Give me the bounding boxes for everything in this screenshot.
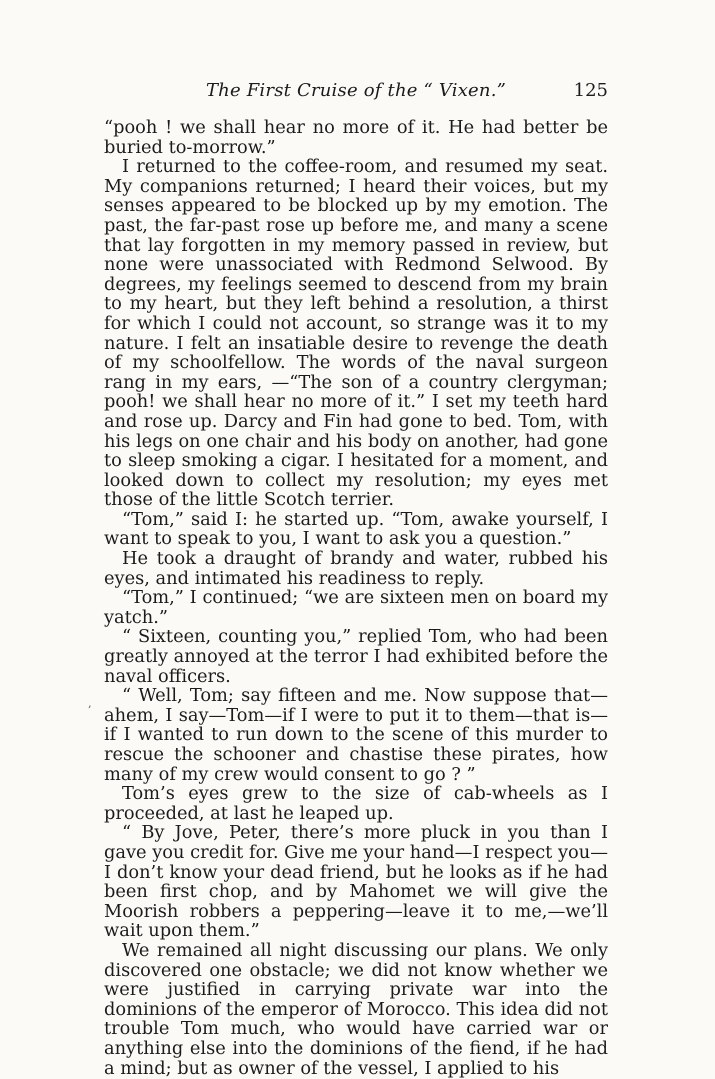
body-text <box>104 118 608 1078</box>
paragraph: I returned to the coffee-room, and resumed my seat. My companions returned; I heard their voices, but my senses appeared to be blocked up by my emotion. The past, the far-past rose up before me, and many a scene that lay forgotten in my memory passed in review, but none were unassociated with Redmond Selwood. By degrees, my feelings seemed to descend from my brain to my heart, but they left behind a resolution, a thirst for which I could not account, so strange was it to my nature. I felt an insatiable desire to revenge the death of my schoolfellow. The words of the naval surgeon rang in my ears, —“The son of a country clergyman; pooh! we shall hear no more of it.” I set my teeth hard and rose up. Darcy and Fin had gone to bed. Tom, with his legs on one chair and his body on another, had gone to sleep smoking a cigar. I hesitated for a moment, and looked down to collect my resolution; my eyes met those of the little Scotch terrier. <box>104 156 608 511</box>
paragraph: “Tom,” I continued; “we are sixteen men on board my yatch.” <box>104 587 608 628</box>
paragraph: He took a draught of brandy and water, rubbed his eyes, and intimated his readiness to reply. <box>104 548 608 589</box>
paragraph: “pooh ! we shall hear no more of it. He had better be buried to-morrow.” <box>104 117 608 158</box>
paragraph: “ Sixteen, counting you,” replied Tom, who had been greatly annoyed at the terror I had exhibited before the naval officers. <box>104 626 608 687</box>
paragraph: We remained all night discussing our plans. We only discovered one obstacle; we did not know whether we were justified in carrying private war into the dominions of the emperor of Morocco. This idea did not trouble Tom much, who would have carried war or anything else into the dominions of the fiend, if he had a mind; but as owner of the vessel, I applied to his <box>104 939 608 1079</box>
paragraph: “ Well, Tom; say fifteen and me. Now suppose that—ahem, I say—Tom—if I were to put it to them—that is—if I wanted to run down to the scene of this murder to rescue the schooner and chastise these pirates, how many of my crew would consent to go ? ” <box>104 685 608 785</box>
print-speck: ‚ <box>88 697 92 710</box>
page-header <box>104 80 608 106</box>
running-title: The First Cruise of the “ Vixen.” <box>205 80 507 101</box>
paragraph: Tom’s eyes grew to the size of cab-wheels as I proceeded, at last he leaped up. <box>104 783 608 824</box>
page-number: 125 <box>573 80 608 101</box>
paragraph: “ By Jove, Peter, there’s more pluck in you than I gave you credit for. Give me your hand—I respect you—I don’t know your dead friend, but he looks as if he had been first chop, and by Mahomet we will give the Moorish robbers a peppering—leave it to me,—we’ll wait upon them.” <box>104 822 608 942</box>
paragraph: “Tom,” said I: he started up. “Tom, awake yourself, I want to speak to you, I want to ask you a question.” <box>104 508 608 550</box>
